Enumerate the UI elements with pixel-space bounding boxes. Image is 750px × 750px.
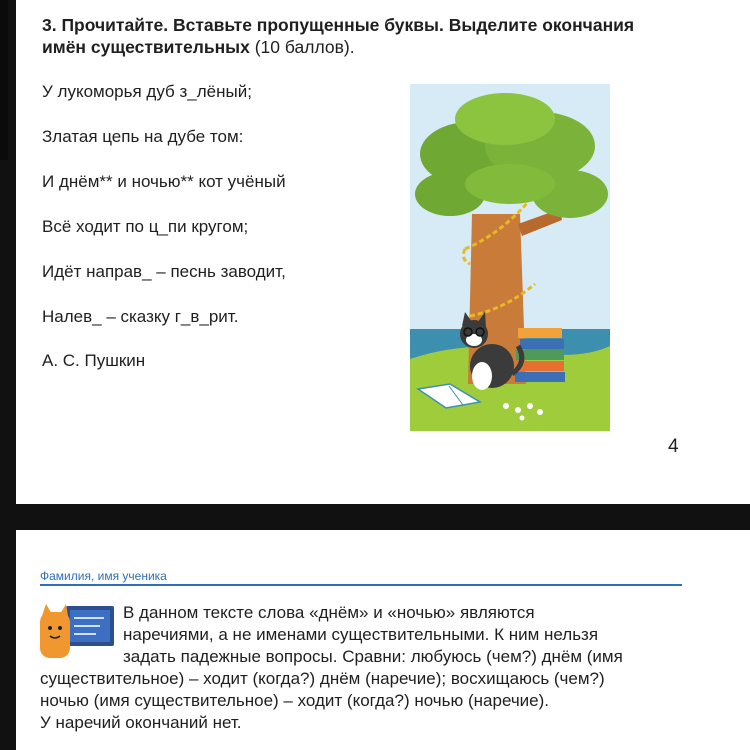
note-line: существительное) – ходит (когда?) днём (наречие); восхищаюсь (чем?): [40, 669, 605, 688]
task-title-main: 3. Прочитайте. Вставьте пропущенные буквы. Выделите окончания: [42, 15, 635, 35]
name-rule-line: [40, 584, 682, 586]
note-line: ночью (имя существительное) – ходит (когда?) ночью (наречие).: [40, 691, 550, 710]
poem-line: Налев_ – сказку г_в_рит.: [42, 307, 239, 326]
poem-line: Златая цепь на дубе том:: [42, 127, 244, 146]
note-line: У наречий окончаний нет.: [40, 713, 242, 732]
poem-line: И днём** и ночью** кот учёный: [42, 172, 286, 191]
page-number: 4: [668, 436, 679, 457]
worksheet-page: [16, 0, 750, 504]
poem-line: Всё ходит по ц_пи кругом;: [42, 217, 249, 236]
mascot-teacher-icon: [38, 604, 118, 662]
dark-edge: [0, 0, 8, 160]
poem-line: Идёт направ_ – песнь заводит,: [42, 262, 286, 281]
poem-author: А. С. Пушкин: [42, 351, 146, 370]
oak-cat-illustration: [410, 84, 610, 431]
poem-line: У лукоморья дуб з_лёный;: [42, 82, 252, 101]
note-line: В данном тексте слова «днём» и «ночью» являются: [123, 603, 535, 622]
task-title: [42, 14, 682, 58]
note-line: задать падежные вопросы. Сравни: любуюсь (чем?) днём (имя: [123, 647, 623, 666]
note-line: наречиями, а не именами существительными. К ним нельзя: [123, 625, 599, 644]
task-title-line2: имён существительных: [42, 37, 250, 57]
task-points: (10 баллов).: [249, 37, 355, 57]
student-name-label: Фамилия, имя ученика: [40, 569, 167, 583]
